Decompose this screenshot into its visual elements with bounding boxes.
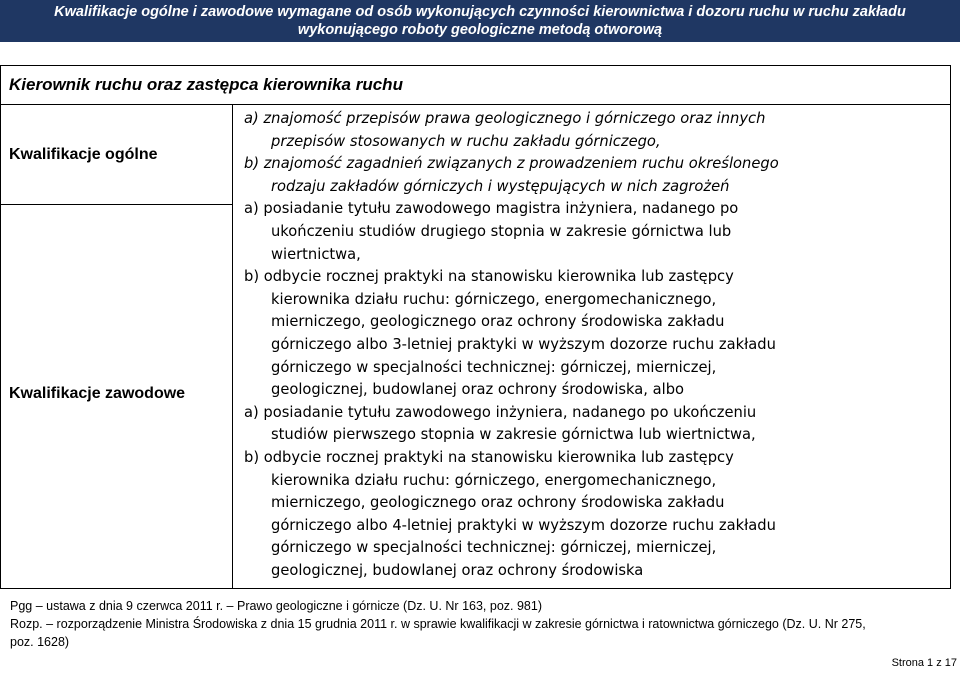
header-line-1: Kwalifikacje ogólne i zawodowe wymagane od osób wykonujących czynności kierownictwa i dozoru ruchu w ruchu zakładu bbox=[54, 4, 906, 20]
professional-line: geologicznej, budowlanej oraz ochrony środowiska, albo bbox=[271, 381, 685, 399]
professional-line: górniczego w specjalności technicznej: górniczej, mierniczej, bbox=[271, 358, 717, 376]
professional-line: kierownika działu ruchu: górniczego, energomechanicznego, bbox=[271, 290, 717, 308]
qualifications-table bbox=[0, 104, 951, 589]
professional-line: a) posiadanie tytułu zawodowego magistra inżyniera, nadanego po bbox=[244, 200, 739, 218]
footer-line-2: Rozp. – rozporządzenie Ministra Środowiska z dnia 15 grudnia 2011 r. w sprawie kwalifikacji w zakresie górnictwa i ratownictwa górniczego (Dz. U. Nr 275, bbox=[10, 617, 866, 631]
footer-line-1: Pgg – ustawa z dnia 9 czerwca 2011 r. – Prawo geologiczne i górnicze (Dz. U. Nr 163, poz. 981) bbox=[10, 599, 542, 613]
general-line: rodzaju zakładów górniczych i występujących w nich zagrożeń bbox=[271, 177, 730, 195]
section-title: Kierownik ruchu oraz zastępca kierownika ruchu bbox=[0, 65, 951, 105]
general-line: przepisów stosowanych w ruchu zakładu górniczego, bbox=[271, 132, 661, 150]
qualifications-text bbox=[244, 108, 949, 582]
professional-line: mierniczego, geologicznego oraz ochrony środowiska zakładu bbox=[271, 494, 725, 512]
general-line: b) znajomość zagadnień związanych z prowadzeniem ruchu określonego bbox=[244, 155, 779, 173]
general-line: a) znajomość przepisów prawa geologicznego i górniczego oraz innych bbox=[244, 110, 766, 127]
professional-line: górniczego w specjalności technicznej: górniczej, mierniczej, bbox=[271, 539, 717, 557]
footer-line-3: poz. 1628) bbox=[10, 635, 70, 649]
page-header bbox=[0, 0, 960, 42]
professional-line: górniczego albo 4-letniej praktyki w wyższym dozorze ruchu zakładu bbox=[271, 516, 776, 534]
professional-line: górniczego albo 3-letniej praktyki w wyższym dozorze ruchu zakładu bbox=[271, 335, 776, 353]
professional-line: mierniczego, geologicznego oraz ochrony środowiska zakładu bbox=[271, 313, 725, 331]
professional-line: b) odbycie rocznej praktyki na stanowisku kierownika lub zastępcy bbox=[244, 448, 734, 466]
professional-qualifications-label: Kwalifikacje zawodowe bbox=[9, 385, 186, 402]
general-qualifications-label: Kwalifikacje ogólne bbox=[9, 146, 158, 163]
professional-line: ukończeniu studiów drugiego stopnia w zakresie górnictwa lub bbox=[271, 222, 732, 240]
row-divider bbox=[1, 204, 232, 205]
header-line-2: wykonującego roboty geologiczne metodą otworową bbox=[297, 22, 663, 38]
professional-line: a) posiadanie tytułu zawodowego inżyniera, nadanego po ukończeniu bbox=[244, 403, 757, 421]
professional-line: geologicznej, budowlanej oraz ochrony środowiska bbox=[271, 561, 644, 579]
footer-notes bbox=[10, 597, 955, 651]
professional-line: studiów pierwszego stopnia w zakresie górnictwa lub wiertnictwa, bbox=[271, 426, 756, 444]
page-number: Strona 1 z 17 bbox=[891, 657, 957, 669]
professional-line: kierownika działu ruchu: górniczego, energomechanicznego, bbox=[271, 471, 717, 489]
professional-line: wiertnictwa, bbox=[271, 245, 361, 263]
column-divider bbox=[232, 105, 233, 588]
professional-line: b) odbycie rocznej praktyki na stanowisku kierownika lub zastępcy bbox=[244, 268, 734, 286]
